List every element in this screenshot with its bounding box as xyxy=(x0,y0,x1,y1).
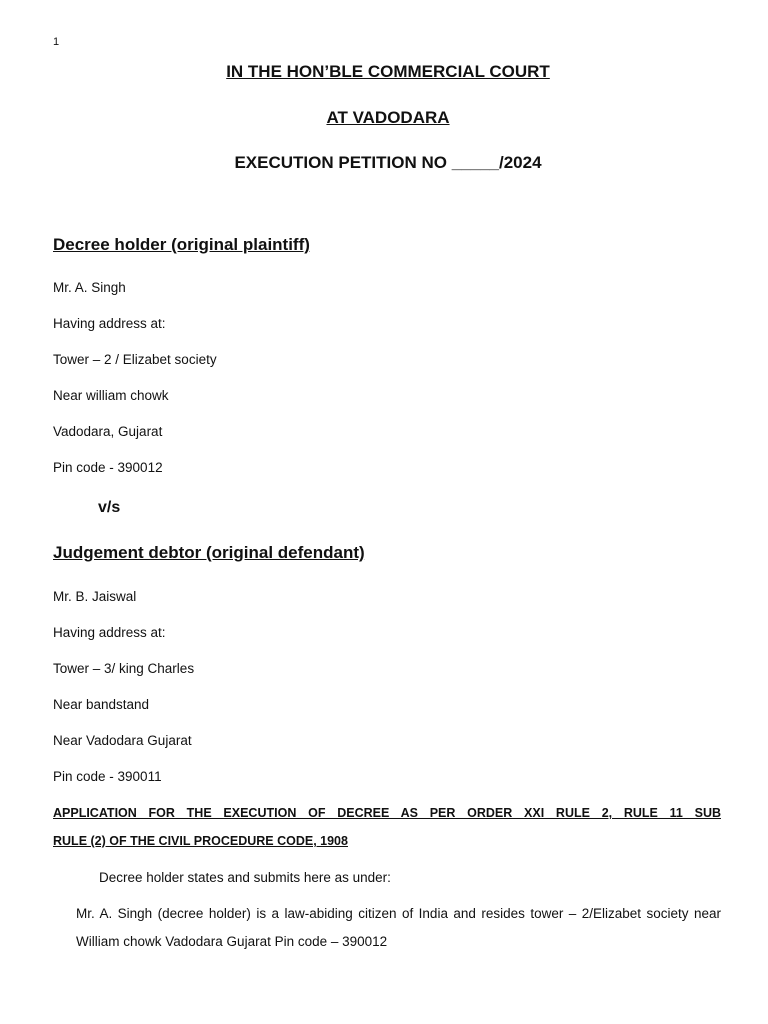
intro-statement: Decree holder states and submits here as under: xyxy=(99,870,391,885)
decree-holder-line: Pin code - 390012 xyxy=(53,460,163,475)
judgement-debtor-heading: Judgement debtor (original defendant) xyxy=(53,543,365,562)
judgement-debtor-line: Mr. B. Jaiswal xyxy=(53,589,137,604)
judgement-debtor-line: Having address at: xyxy=(53,625,166,640)
court-location: AT VADODARA xyxy=(326,108,450,127)
judgement-debtor-line: Pin code - 390011 xyxy=(53,769,162,784)
decree-holder-heading: Decree holder (original plaintiff) xyxy=(53,235,310,254)
body-paragraph: Mr. A. Singh (decree holder) is a law-abiding citizen of India and resides tower – 2/Elizabet society near William chowk Vadodara Gujarat Pin code – 390012 xyxy=(76,906,721,949)
page-number: 1 xyxy=(53,36,60,48)
decree-holder-line: Tower – 2 / Elizabet society xyxy=(53,352,217,367)
application-title-line-1: APPLICATION FOR THE EXECUTION OF DECREE AS PER ORDER XXI RULE 2, RULE 11 SUB xyxy=(53,806,721,820)
judgement-debtor-line: Near Vadodara Gujarat xyxy=(53,733,192,748)
decree-holder-line: Mr. A. Singh xyxy=(53,280,126,295)
versus-label: v/s xyxy=(98,499,121,516)
decree-holder-line: Having address at: xyxy=(53,316,166,331)
judgement-debtor-line: Near bandstand xyxy=(53,697,150,712)
decree-holder-line: Near william chowk xyxy=(53,388,169,403)
decree-holder-line: Vadodara, Gujarat xyxy=(53,424,163,439)
court-title: IN THE HON’BLE COMMERCIAL COURT xyxy=(226,62,550,81)
application-title-line-2: RULE (2) OF THE CIVIL PROCEDURE CODE, 1908 xyxy=(53,834,348,848)
petition-number: EXECUTION PETITION NO _____/2024 xyxy=(234,153,542,172)
judgement-debtor-line: Tower – 3/ king Charles xyxy=(53,661,195,676)
